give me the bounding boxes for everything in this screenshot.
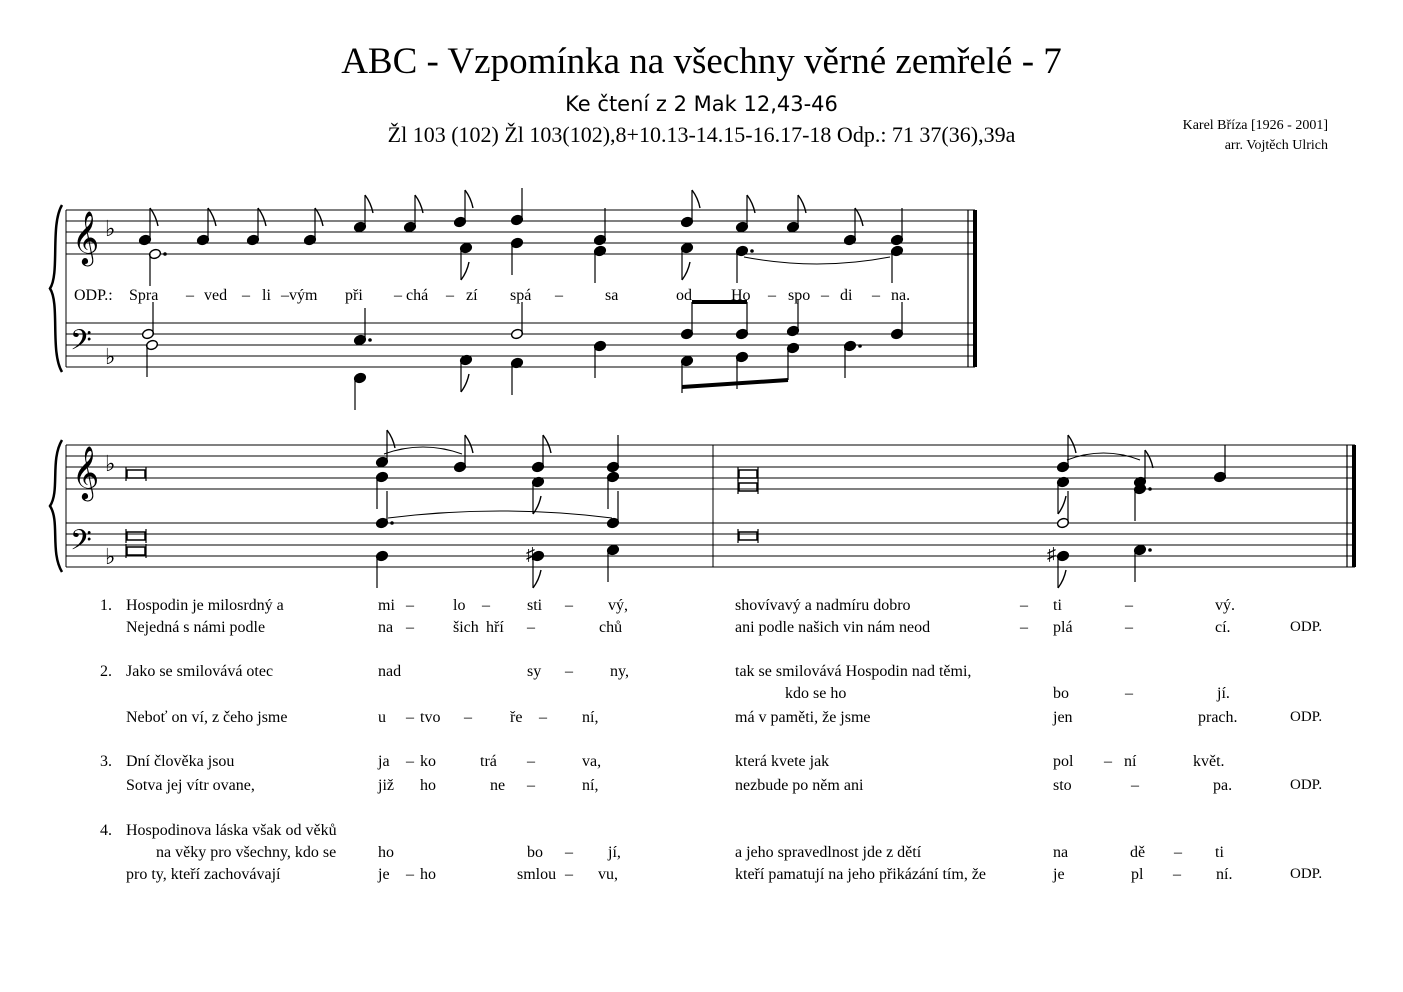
verse-text-first-half: Neboť on ví, z čeho jsme bbox=[126, 709, 288, 726]
note-flag bbox=[855, 208, 863, 226]
lyric-syllable: cí. bbox=[1215, 619, 1231, 636]
treble-clef: 𝄞 bbox=[72, 212, 100, 263]
lyric-syllable: bo bbox=[527, 844, 543, 861]
arranger-name: arr. Vojtěch Ulrich bbox=[1224, 138, 1328, 153]
verse-text-second-half: má v paměti, že jsme bbox=[735, 709, 871, 726]
lyric-syllable: sa bbox=[605, 287, 619, 304]
tie-slur bbox=[388, 511, 612, 518]
verse-text-first-half: Dní člověka jsou bbox=[126, 753, 235, 770]
lyric-syllable: ře bbox=[510, 709, 523, 726]
lyric-syllable: ved bbox=[204, 287, 228, 304]
lyric-hyphen: – bbox=[1020, 619, 1028, 636]
lyric-syllable: ti bbox=[1053, 597, 1062, 614]
verse-text-second-half: a jeho spravedlnost jde z dětí bbox=[735, 844, 922, 861]
lyric-syllable: tvo bbox=[420, 709, 441, 726]
lyric-syllable: chů bbox=[599, 619, 623, 636]
note-flag bbox=[1145, 450, 1153, 468]
treble-clef: 𝄞 bbox=[72, 447, 100, 498]
lyric-syllable: ní. bbox=[1216, 866, 1233, 883]
note-flag bbox=[533, 570, 541, 588]
verse-text-second-half: nezbude po něm ani bbox=[735, 777, 864, 794]
bass-clef: 𝄢 bbox=[70, 326, 92, 363]
lyric-syllable: ja bbox=[378, 753, 390, 770]
lyric-syllable: při bbox=[345, 287, 363, 304]
verse-text-first-half: Hospodin je milosrdný a bbox=[126, 597, 284, 614]
refrain-label: ODP.: bbox=[74, 287, 113, 304]
verse-text-second-half: kdo se ho bbox=[785, 685, 847, 702]
lyric-hyphen: – bbox=[821, 287, 829, 304]
note-dot bbox=[858, 344, 862, 348]
lyric-hyphen: – bbox=[186, 287, 194, 304]
lyric-hyphen: – bbox=[1173, 866, 1181, 883]
verse-number: 2. bbox=[100, 663, 112, 680]
lyric-hyphen: – bbox=[1125, 597, 1133, 614]
lyric-syllable: je bbox=[1053, 866, 1065, 883]
lyric-syllable: jen bbox=[1053, 709, 1073, 726]
lyric-syllable: Spra bbox=[129, 287, 159, 304]
lyric-syllable: bo bbox=[1053, 685, 1069, 702]
note-flag bbox=[150, 208, 158, 226]
lyric-syllable: ní, bbox=[582, 777, 599, 794]
lyric-syllable: již bbox=[378, 777, 394, 794]
note-flag bbox=[461, 374, 469, 392]
note-flag bbox=[1058, 570, 1066, 588]
lyric-syllable: na bbox=[378, 619, 394, 636]
note-dot bbox=[368, 338, 372, 342]
lyric-hyphen: – bbox=[1125, 619, 1133, 636]
lyric-syllable: jí, bbox=[608, 844, 621, 861]
lyric-hyphen: – bbox=[406, 866, 414, 883]
verse-number: 4. bbox=[100, 822, 112, 839]
tie-slur bbox=[384, 447, 462, 454]
lyric-hyphen: – bbox=[1174, 844, 1182, 861]
beam bbox=[682, 380, 788, 387]
composer-name: Karel Bříza [1926 - 2001] bbox=[1182, 118, 1328, 133]
lyric-hyphen: – bbox=[406, 709, 414, 726]
lyric-hyphen: – bbox=[527, 753, 535, 770]
lyric-hyphen: – bbox=[482, 597, 490, 614]
lyric-hyphen: – bbox=[1125, 685, 1133, 702]
lyric-syllable: trá bbox=[480, 753, 497, 770]
lyric-syllable: ho bbox=[378, 844, 394, 861]
lyric-syllable: vu, bbox=[598, 866, 618, 883]
lyric-syllable: spá bbox=[510, 287, 532, 304]
verse-number: 3. bbox=[100, 753, 112, 770]
lyric-hyphen: – bbox=[565, 844, 573, 861]
refrain-cue: ODP. bbox=[1290, 619, 1323, 635]
sharp-accidental: ♯ bbox=[1047, 544, 1056, 564]
note-flag bbox=[208, 208, 216, 226]
lyric-syllable: va, bbox=[582, 753, 602, 770]
note-dot bbox=[1148, 548, 1152, 552]
lyric-syllable: dě bbox=[1130, 844, 1146, 861]
lyric-hyphen: – bbox=[406, 619, 414, 636]
note-flag bbox=[682, 262, 690, 280]
lyric-hyphen: – bbox=[565, 597, 573, 614]
breve-note bbox=[739, 483, 757, 491]
lyric-syllable: vý, bbox=[608, 597, 628, 614]
refrain-cue: ODP. bbox=[1290, 777, 1323, 793]
verse-text-first-half: Nejedná s námi podle bbox=[126, 619, 266, 636]
lyric-hyphen: – bbox=[527, 619, 535, 636]
lyric-syllable: pol bbox=[1053, 753, 1074, 770]
breve-note bbox=[127, 532, 145, 540]
lyric-hyphen: – bbox=[394, 287, 402, 304]
lyric-syllable: ho bbox=[420, 777, 436, 794]
lyric-syllable: šich bbox=[453, 619, 479, 636]
system-brace bbox=[50, 440, 62, 572]
lyric-syllable: smlou bbox=[517, 866, 557, 883]
lyric-syllable: sti bbox=[527, 597, 543, 614]
key-flat: ♭ bbox=[105, 216, 116, 241]
lyric-hyphen: – bbox=[565, 663, 573, 680]
lyric-hyphen: – bbox=[464, 709, 472, 726]
lyric-syllable: vým bbox=[289, 287, 318, 304]
reading-reference: Ke čtení z 2 Mak 12,43-46 bbox=[565, 92, 838, 116]
psalm-reference: Žl 103 (102) Žl 103(102),8+10.13-14.15-16.17-18 Odp.: 71 37(36),39a bbox=[387, 122, 1016, 147]
lyric-syllable: ti bbox=[1215, 844, 1224, 861]
bass-staff-2 bbox=[66, 523, 1355, 567]
breve-note bbox=[127, 470, 145, 478]
note-flag bbox=[465, 435, 473, 453]
note-dot bbox=[163, 252, 167, 256]
lyric-syllable: pl bbox=[1131, 866, 1144, 883]
lyric-syllable: di bbox=[840, 287, 853, 304]
verse-text-first-half: na věky pro všechny, kdo se bbox=[156, 844, 337, 861]
note-flag bbox=[1068, 435, 1076, 453]
breve-note bbox=[127, 547, 145, 555]
note-flag bbox=[1058, 496, 1066, 514]
key-flat: ♭ bbox=[105, 344, 116, 369]
lyric-hyphen: – bbox=[565, 866, 573, 883]
lyric-hyphen: – bbox=[1020, 597, 1028, 614]
lyric-syllable: sto bbox=[1053, 777, 1072, 794]
lyric-syllable: hří bbox=[486, 619, 504, 636]
verse-text-second-half: shovívavý a nadmíru dobro bbox=[735, 597, 911, 614]
lyric-hyphen: – bbox=[446, 287, 454, 304]
lyric-hyphen: – bbox=[242, 287, 250, 304]
verse-text-second-half: ani podle našich vin nám neod bbox=[735, 619, 931, 636]
lyric-hyphen: – bbox=[406, 753, 414, 770]
note-flag bbox=[465, 190, 473, 208]
verse-text-first-half: Jako se smilovává otec bbox=[126, 663, 274, 680]
lyric-syllable: u bbox=[378, 709, 386, 726]
verse-text-first-half: Sotva jej vítr ovane, bbox=[126, 777, 255, 794]
system-brace bbox=[50, 205, 62, 372]
lyric-hyphen: – bbox=[406, 597, 414, 614]
verse-text-second-half: která kvete jak bbox=[735, 753, 830, 770]
lyric-syllable: ní, bbox=[582, 709, 599, 726]
lyric-syllable: ko bbox=[420, 753, 436, 770]
lyric-syllable: li bbox=[262, 287, 271, 304]
tie-slur bbox=[744, 257, 890, 264]
lyric-hyphen: – bbox=[1104, 753, 1112, 770]
lyric-syllable: Ho bbox=[731, 287, 751, 304]
lyric-syllable: ní bbox=[1124, 753, 1137, 770]
lyric-syllable: je bbox=[378, 866, 390, 883]
refrain-cue: ODP. bbox=[1290, 709, 1323, 725]
lyric-hyphen: – bbox=[1131, 777, 1139, 794]
lyric-hyphen: – bbox=[768, 287, 776, 304]
sharp-accidental: ♯ bbox=[526, 544, 535, 564]
note-flag bbox=[315, 208, 323, 226]
refrain-cue: ODP. bbox=[1290, 866, 1323, 882]
breve-note bbox=[739, 532, 757, 540]
lyric-syllable: pa. bbox=[1213, 777, 1233, 794]
lyric-syllable: prach. bbox=[1198, 709, 1238, 726]
lyric-hyphen: – bbox=[539, 709, 547, 726]
lyric-hyphen: – bbox=[527, 777, 535, 794]
lyric-syllable: chá bbox=[406, 287, 429, 304]
key-flat: ♭ bbox=[105, 544, 116, 569]
lyric-syllable: mi bbox=[378, 597, 395, 614]
lyric-syllable: ne bbox=[490, 777, 506, 794]
verse-text-second-half: tak se smilovává Hospodin nad těmi, bbox=[735, 663, 972, 680]
verse-text-first-half: Hospodinova láska však od věků bbox=[126, 822, 337, 839]
verse-text-second-half: kteří pamatují na jeho přikázání tím, že bbox=[735, 866, 987, 883]
lyric-syllable: spo bbox=[788, 287, 811, 304]
lyric-syllable: od bbox=[676, 287, 692, 304]
key-flat: ♭ bbox=[105, 451, 116, 476]
lyric-syllable: na bbox=[1053, 844, 1069, 861]
lyric-syllable: na. bbox=[891, 287, 911, 304]
note-dot bbox=[1148, 487, 1152, 491]
lyric-syllable: sy bbox=[527, 663, 542, 680]
bass-clef: 𝄢 bbox=[70, 526, 92, 563]
lyric-syllable: vý. bbox=[1215, 597, 1235, 614]
treble-staff-2 bbox=[66, 445, 1355, 489]
note-flag bbox=[258, 208, 266, 226]
lyric-syllable: nad bbox=[378, 663, 402, 680]
note-dot bbox=[390, 521, 394, 525]
page-title: ABC - Vzpomínka na všechny věrné zemřelé - 7 bbox=[341, 41, 1062, 82]
lyric-hyphen: – bbox=[555, 287, 563, 304]
lyric-syllable: květ. bbox=[1193, 753, 1225, 770]
lyric-syllable: lo bbox=[453, 597, 466, 614]
note-flag bbox=[543, 435, 551, 453]
note-flag bbox=[692, 190, 700, 208]
note-flag bbox=[461, 262, 469, 280]
lyric-hyphen: – bbox=[281, 287, 289, 304]
note-dot bbox=[750, 249, 754, 253]
lyric-syllable: ho bbox=[420, 866, 436, 883]
lyric-hyphen: – bbox=[872, 287, 880, 304]
verse-number: 1. bbox=[100, 597, 112, 614]
lyric-syllable: ny, bbox=[610, 663, 629, 680]
verse-text-first-half: pro ty, kteří zachovávají bbox=[126, 866, 281, 883]
lyric-syllable: plá bbox=[1053, 619, 1073, 636]
lyric-syllable: zí bbox=[466, 287, 478, 304]
breve-note bbox=[739, 470, 757, 478]
lyric-syllable: jí. bbox=[1217, 685, 1230, 702]
